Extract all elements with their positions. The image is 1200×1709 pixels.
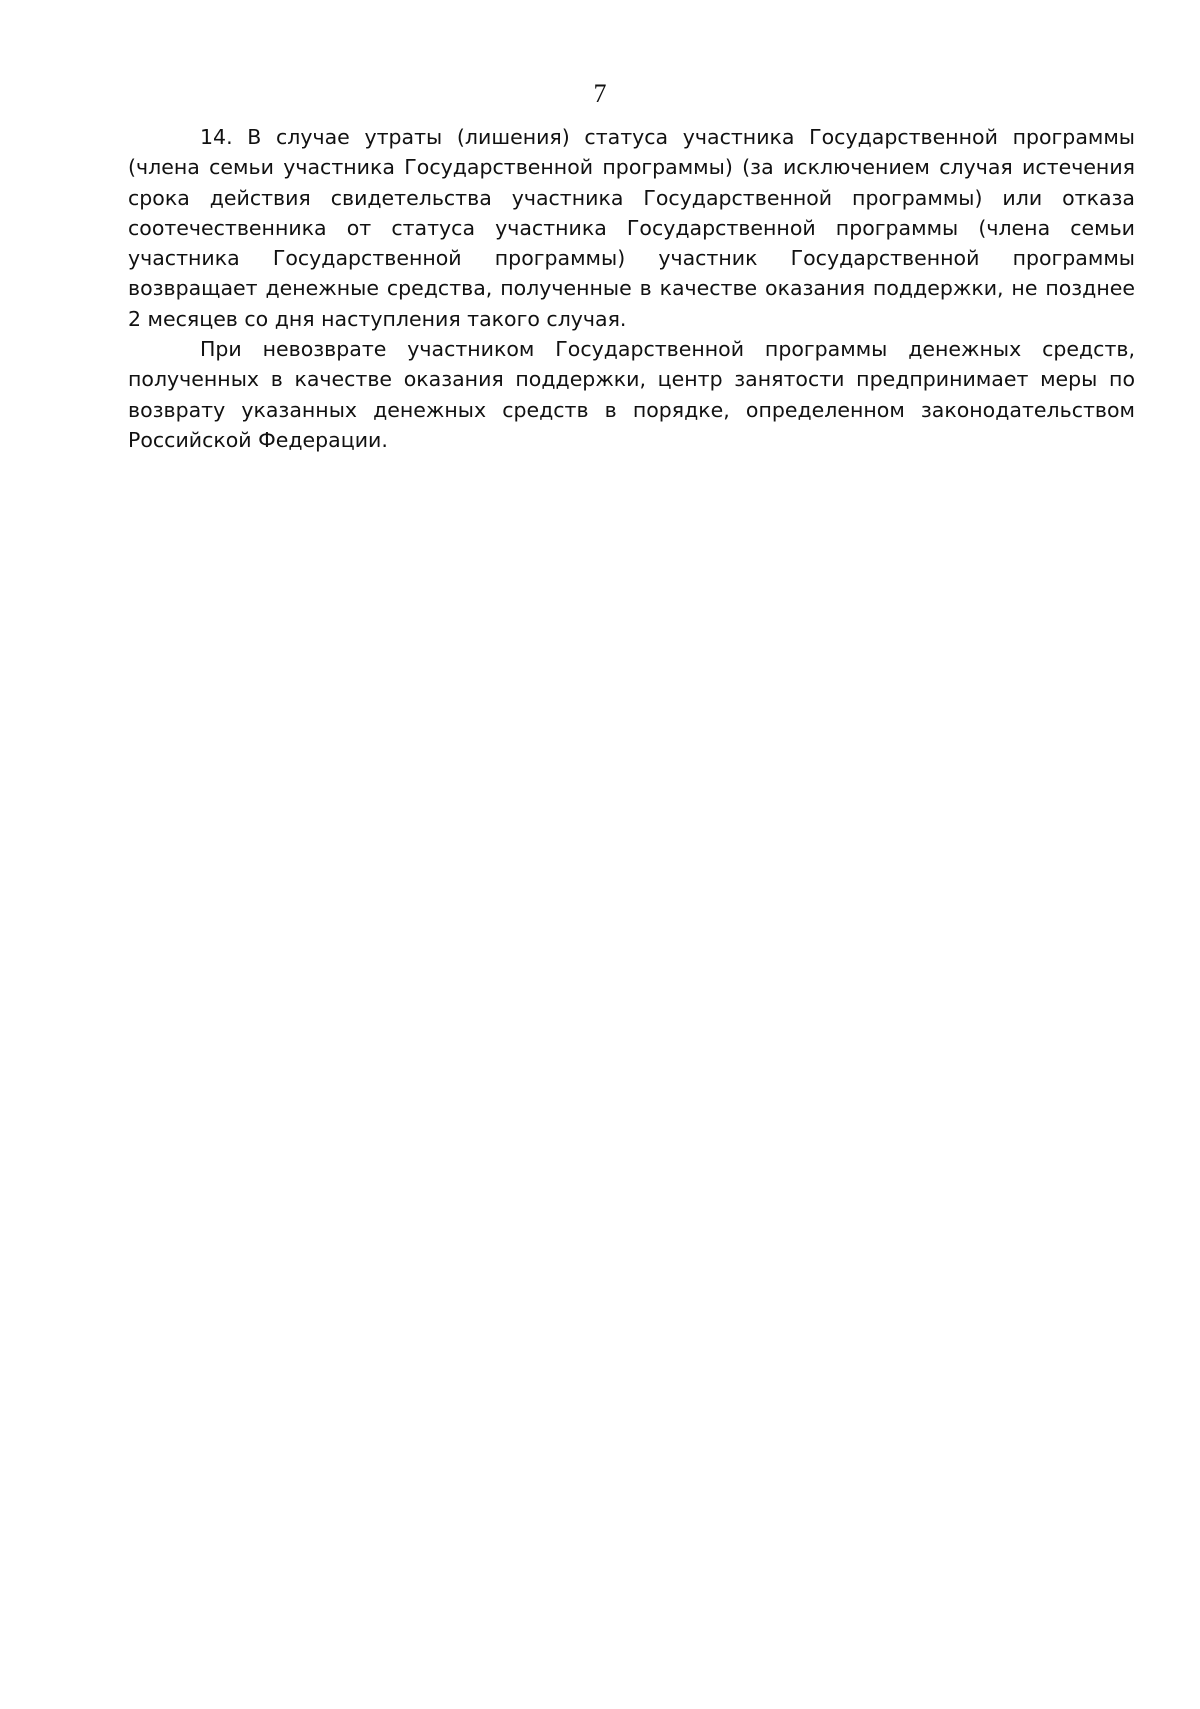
paragraph-14: 14. В случае утраты (лишения) статуса участника Государственной программы (члена семьи участника Государственной программы) (за исключением случая истечения срока действия свидетельства участника Государственной программы) или отказа соотечественника от статуса участника Государственной программы (члена семьи участника Государственной программы) участник Государственной программы возвращает денежные средства, полученные в качестве оказания поддержки, не позднее 2 месяцев со дня наступления такого случая. [128,125,1135,331]
document-body [128,122,1135,455]
paragraph-non-return: При невозврате участником Государственной программы денежных средств, полученных в качестве оказания поддержки, центр занятости предпринимает меры по возврату указанных денежных средств в порядке, определенном законодательством Российской Федерации. [128,337,1135,452]
page-number: 7 [593,79,607,108]
